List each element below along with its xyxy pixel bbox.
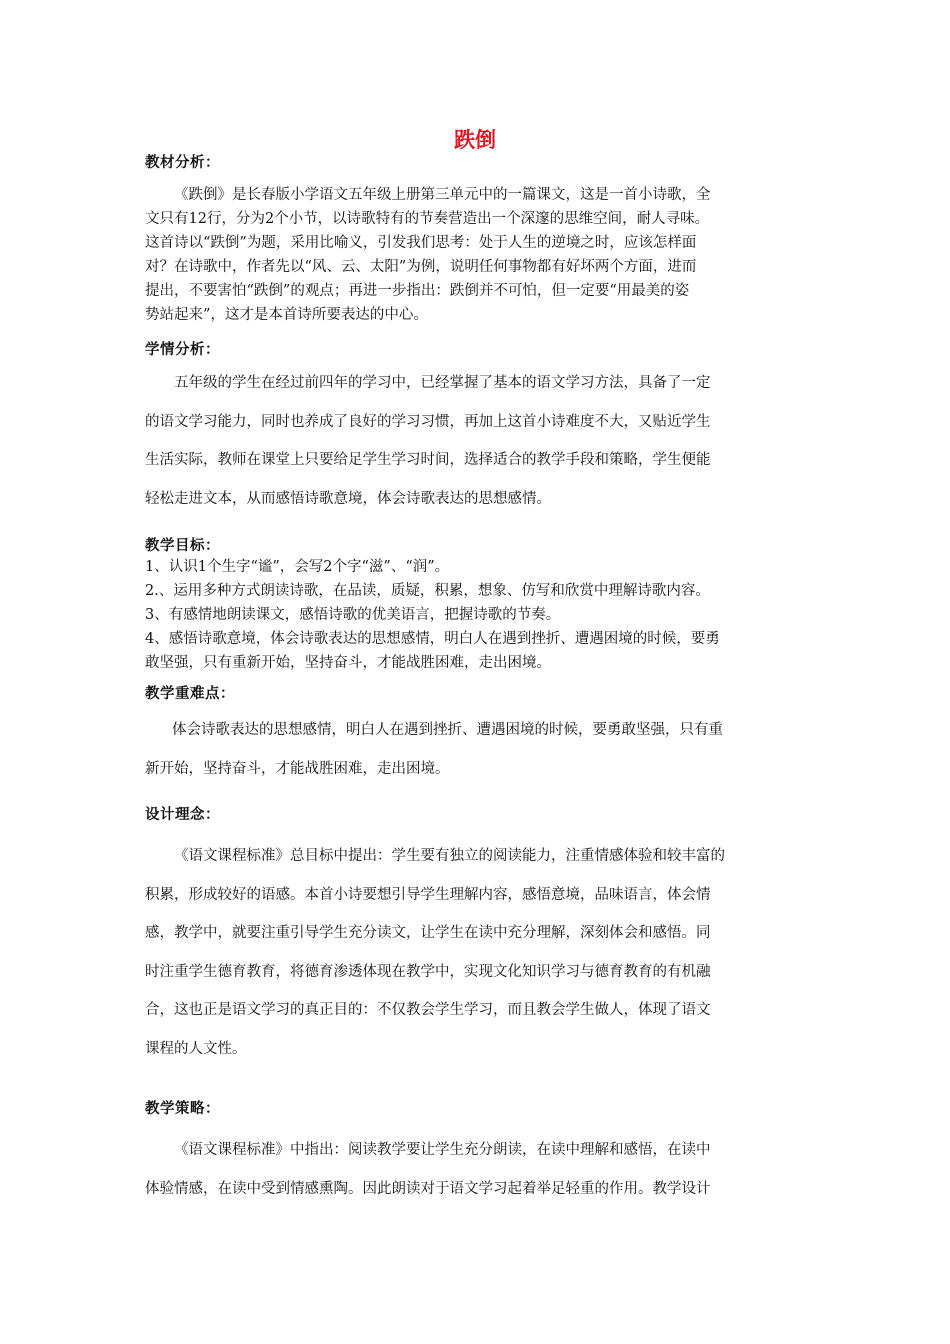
text-line: 合，这也正是语文学习的真正目的：不仅教会学生学习，而且教会学生做人，体现了语文 [145, 1002, 711, 1018]
goal-item: 1、认识1个生字“谧”，会写2个字“滋”、“润”。 [145, 559, 450, 575]
goal-item: 4、感悟诗歌意境，体会诗歌表达的思想感情，明白人在遇到挫折、遭遇困境的时候，要勇 [145, 631, 720, 647]
heading-student-analysis: 学情分析： [145, 342, 220, 358]
text-line: 《跌倒》是长春版小学语文五年级上册第三单元中的一篇课文，这是一首小诗歌，全 [174, 187, 711, 203]
paragraph-material-analysis [145, 183, 805, 327]
paragraph-teaching-strategy [145, 1131, 805, 1208]
text-line: 文只有12行，分为2个小节，以诗歌特有的节奏营造出一个深邃的思维空间，耐人寻味。 [145, 211, 710, 227]
heading-key-points: 教学重难点： [145, 686, 235, 702]
goal-item: 3、有感情地朗读课文，感悟诗歌的优美语言，把握诗歌的节奏。 [145, 607, 561, 623]
text-line: 体验情感，在读中受到情感熏陶。因此朗读对于语文学习起着举足轻重的作用。教学设计 [145, 1180, 711, 1197]
text-line: 积累，形成较好的语感。本首小诗要想引导学生理解内容，感悟意境，品味语言，体会情 [145, 886, 711, 903]
paragraph-key-points [145, 711, 805, 788]
paragraph-design-concept [145, 837, 805, 1068]
heading-teaching-strategy: 教学策略： [145, 1101, 220, 1117]
text-line: 《语文课程标准》总目标中提出：学生要有独立的阅读能力，注重情感体验和较丰富的 [174, 848, 725, 864]
text-line: 时注重学生德育教育，将德育渗透体现在教学中，实现文化知识学习与德育教育的有机融 [145, 963, 711, 980]
text-line: 《语文课程标准》中指出：阅读教学要让学生充分朗读，在读中理解和感悟，在读中 [174, 1142, 711, 1158]
list-teaching-goals [145, 555, 805, 675]
text-line: 轻松走进文本，从而感悟诗歌意境，体会诗歌表达的思想感情。 [145, 490, 551, 507]
text-line: 课程的人文性。 [145, 1040, 247, 1057]
heading-design-concept: 设计理念： [145, 807, 220, 823]
text-line: 对？在诗歌中，作者先以“风、云、太阳”为例，说明任何事物都有好坏两个方面，进而 [145, 259, 697, 275]
heading-teaching-goals: 教学目标： [145, 538, 220, 554]
paragraph-student-analysis [145, 364, 805, 518]
text-line: 的语文学习能力，同时也养成了良好的学习习惯，再加上这首小诗难度不大，又贴近学生 [145, 413, 711, 430]
text-line: 势站起来”，这才是本首诗所要表达的中心。 [145, 307, 428, 323]
text-line: 提出，不要害怕“跌倒”的观点；再进一步指出：跌倒并不可怕，但一定要“用最美的姿 [145, 283, 690, 299]
text-line: 体会诗歌表达的思想感情，明白人在遇到挫折、遭遇困境的时候，要勇敢坚强，只有重 [172, 722, 723, 738]
document-title: 跌倒 [454, 128, 496, 152]
text-line: 五年级的学生在经过前四年的学习中，已经掌握了基本的语文学习方法，具备了一定 [174, 375, 711, 391]
heading-material-analysis: 教材分析： [145, 155, 220, 171]
goal-item: 2.、运用多种方式朗读诗歌，在品读，质疑，积累，想象、仿写和欣赏中理解诗歌内容。 [145, 583, 710, 599]
text-line: 新开始，坚持奋斗，才能战胜困难，走出困境。 [145, 760, 450, 777]
text-line: 生活实际，教师在课堂上只要给足学生学习时间，选择适合的教学手段和策略，学生便能 [145, 452, 711, 468]
goal-item: 敢坚强，只有重新开始，坚持奋斗，才能战胜困难，走出困境。 [145, 655, 551, 671]
text-line: 这首诗以“跌倒”为题，采用比喻义，引发我们思考：处于人生的逆境之时，应该怎样面 [145, 235, 697, 251]
text-line: 感，教学中，就要注重引导学生充分读文，让学生在读中充分理解，深刻体会和感悟。同 [145, 925, 711, 941]
